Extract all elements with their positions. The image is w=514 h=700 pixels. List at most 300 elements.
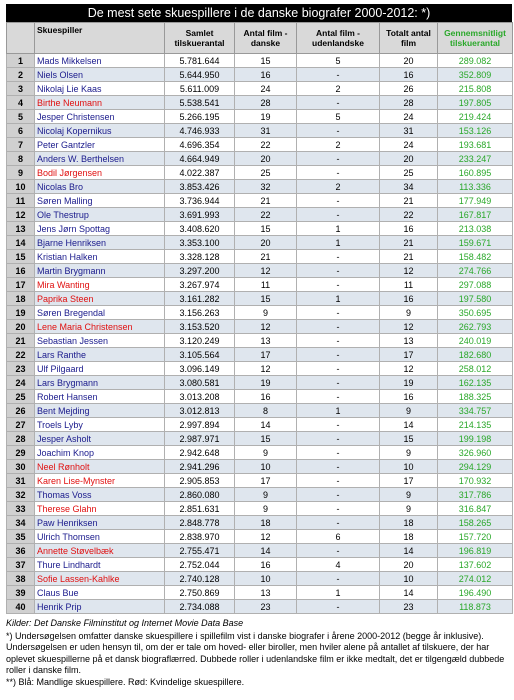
foreign-films-cell: 1 <box>297 586 380 600</box>
danish-films-cell: 15 <box>235 54 297 68</box>
total-films-cell: 12 <box>380 264 438 278</box>
table-row <box>7 600 513 614</box>
rank-cell: 39 <box>7 586 35 600</box>
average-audience-cell: 153.126 <box>438 124 513 138</box>
table-row <box>7 320 513 334</box>
actor-name-cell: Ulrich Thomsen <box>35 530 165 544</box>
total-audience-cell: 4.664.949 <box>165 152 235 166</box>
rank-cell: 38 <box>7 572 35 586</box>
danish-films-cell: 9 <box>235 502 297 516</box>
table-row <box>7 82 513 96</box>
danish-films-cell: 21 <box>235 250 297 264</box>
total-films-cell: 22 <box>380 208 438 222</box>
rank-cell: 35 <box>7 530 35 544</box>
method-note: *) Undersøgelsen omfatter danske skuespillere i spillefilm vist i danske biografer i årene 2000-2012 (begge år inklusive). Undersøgelsen er uden hensyn til, om der er tale om hoved- eller biroller, men hviler alene på antallet af tilskuere, der har oplevet skuespillerne på et dansk biograflærred. Dubbede roller i udenlandske film er ikke medtalt, det er tilgengæld dubbede roller i danske film. <box>6 630 505 675</box>
foreign-films-cell: - <box>297 544 380 558</box>
rank-cell: 36 <box>7 544 35 558</box>
total-audience-cell: 5.644.950 <box>165 68 235 82</box>
total-films-cell: 12 <box>380 362 438 376</box>
danish-films-cell: 19 <box>235 110 297 124</box>
average-audience-cell: 170.932 <box>438 474 513 488</box>
table-row <box>7 124 513 138</box>
rank-cell: 4 <box>7 96 35 110</box>
actor-name-cell: Neel Rønholt <box>35 460 165 474</box>
table-row <box>7 446 513 460</box>
danish-films-cell: 16 <box>235 390 297 404</box>
total-audience-cell: 3.353.100 <box>165 236 235 250</box>
table-row <box>7 516 513 530</box>
danish-films-cell: 10 <box>235 460 297 474</box>
foreign-films-cell: - <box>297 600 380 614</box>
average-audience-cell: 182.680 <box>438 348 513 362</box>
rank-cell: 28 <box>7 432 35 446</box>
danish-films-cell: 32 <box>235 180 297 194</box>
table-row <box>7 432 513 446</box>
total-films-cell: 16 <box>380 292 438 306</box>
total-audience-cell: 2.860.080 <box>165 488 235 502</box>
actor-name-cell: Nicolaj Kopernikus <box>35 124 165 138</box>
foreign-films-cell: 2 <box>297 82 380 96</box>
average-audience-cell: 262.793 <box>438 320 513 334</box>
actor-name-cell: Claus Bue <box>35 586 165 600</box>
table-row <box>7 208 513 222</box>
average-audience-cell: 177.949 <box>438 194 513 208</box>
total-films-cell: 17 <box>380 348 438 362</box>
danish-films-cell: 13 <box>235 334 297 348</box>
rank-cell: 8 <box>7 152 35 166</box>
rank-cell: 1 <box>7 54 35 68</box>
rank-cell: 40 <box>7 600 35 614</box>
table-row <box>7 362 513 376</box>
rank-cell: 26 <box>7 404 35 418</box>
actor-name-cell: Jesper Asholt <box>35 432 165 446</box>
table-row <box>7 390 513 404</box>
foreign-films-cell: 2 <box>297 180 380 194</box>
total-films-cell: 34 <box>380 180 438 194</box>
source-note: Kilder: Det Danske Filminstitut og Internet Movie Data Base <box>6 618 244 628</box>
header-rank <box>7 23 35 54</box>
actor-name-cell: Lars Ranthe <box>35 348 165 362</box>
header-danish: Antal film - danske <box>235 23 297 54</box>
total-audience-cell: 3.691.993 <box>165 208 235 222</box>
danish-films-cell: 19 <box>235 376 297 390</box>
total-audience-cell: 4.696.354 <box>165 138 235 152</box>
total-films-cell: 14 <box>380 418 438 432</box>
average-audience-cell: 118.873 <box>438 600 513 614</box>
danish-films-cell: 10 <box>235 572 297 586</box>
average-audience-cell: 159.671 <box>438 236 513 250</box>
foreign-films-cell: - <box>297 278 380 292</box>
average-audience-cell: 197.580 <box>438 292 513 306</box>
foreign-films-cell: 6 <box>297 530 380 544</box>
danish-films-cell: 17 <box>235 474 297 488</box>
total-films-cell: 9 <box>380 404 438 418</box>
table-row <box>7 460 513 474</box>
foreign-films-cell: - <box>297 334 380 348</box>
average-audience-cell: 258.012 <box>438 362 513 376</box>
foreign-films-cell: - <box>297 208 380 222</box>
rank-cell: 25 <box>7 390 35 404</box>
total-films-cell: 12 <box>380 320 438 334</box>
total-audience-cell: 2.838.970 <box>165 530 235 544</box>
foreign-films-cell: - <box>297 264 380 278</box>
rank-cell: 31 <box>7 474 35 488</box>
average-audience-cell: 289.082 <box>438 54 513 68</box>
header-total: Samlet tilskuerantal <box>165 23 235 54</box>
average-audience-cell: 219.424 <box>438 110 513 124</box>
average-audience-cell: 316.847 <box>438 502 513 516</box>
total-films-cell: 19 <box>380 376 438 390</box>
total-films-cell: 16 <box>380 222 438 236</box>
total-films-cell: 21 <box>380 250 438 264</box>
rank-cell: 7 <box>7 138 35 152</box>
total-films-cell: 23 <box>380 600 438 614</box>
total-films-cell: 21 <box>380 194 438 208</box>
total-audience-cell: 3.161.282 <box>165 292 235 306</box>
average-audience-cell: 233.247 <box>438 152 513 166</box>
rank-cell: 32 <box>7 488 35 502</box>
table-row <box>7 264 513 278</box>
actor-name-cell: Anders W. Berthelsen <box>35 152 165 166</box>
average-audience-cell: 158.482 <box>438 250 513 264</box>
table-row <box>7 278 513 292</box>
actor-name-cell: Birthe Neumann <box>35 96 165 110</box>
total-films-cell: 18 <box>380 530 438 544</box>
rank-cell: 20 <box>7 320 35 334</box>
danish-films-cell: 23 <box>235 600 297 614</box>
average-audience-cell: 162.135 <box>438 376 513 390</box>
average-audience-cell: 274.766 <box>438 264 513 278</box>
table-row <box>7 348 513 362</box>
average-audience-cell: 274.012 <box>438 572 513 586</box>
total-films-cell: 28 <box>380 96 438 110</box>
rank-cell: 12 <box>7 208 35 222</box>
table-row <box>7 180 513 194</box>
header-name: Skuespiller <box>35 23 165 54</box>
total-audience-cell: 2.997.894 <box>165 418 235 432</box>
actor-name-cell: Peter Gantzler <box>35 138 165 152</box>
foreign-films-cell: - <box>297 446 380 460</box>
actor-name-cell: Lene Maria Christensen <box>35 320 165 334</box>
total-audience-cell: 2.848.778 <box>165 516 235 530</box>
table-row <box>7 572 513 586</box>
average-audience-cell: 214.135 <box>438 418 513 432</box>
danish-films-cell: 21 <box>235 194 297 208</box>
average-audience-cell: 240.019 <box>438 334 513 348</box>
rank-cell: 24 <box>7 376 35 390</box>
total-audience-cell: 4.022.387 <box>165 166 235 180</box>
rank-cell: 2 <box>7 68 35 82</box>
total-films-cell: 11 <box>380 278 438 292</box>
average-audience-cell: 160.895 <box>438 166 513 180</box>
table-row <box>7 502 513 516</box>
total-films-cell: 16 <box>380 68 438 82</box>
table-row <box>7 250 513 264</box>
table-row <box>7 376 513 390</box>
total-audience-cell: 2.851.631 <box>165 502 235 516</box>
rank-cell: 3 <box>7 82 35 96</box>
average-audience-cell: 196.490 <box>438 586 513 600</box>
actor-name-cell: Martin Brygmann <box>35 264 165 278</box>
foreign-films-cell: - <box>297 432 380 446</box>
table-row <box>7 530 513 544</box>
actor-name-cell: Robert Hansen <box>35 390 165 404</box>
danish-films-cell: 20 <box>235 152 297 166</box>
danish-films-cell: 18 <box>235 516 297 530</box>
color-legend-note: **) Blå: Mandlige skuespillere. Rød: Kvindelige skuespillere. <box>6 676 245 687</box>
rank-cell: 15 <box>7 250 35 264</box>
total-films-cell: 14 <box>380 586 438 600</box>
foreign-films-cell: - <box>297 572 380 586</box>
rank-cell: 18 <box>7 292 35 306</box>
total-films-cell: 16 <box>380 390 438 404</box>
actor-name-cell: Ole Thestrup <box>35 208 165 222</box>
total-audience-cell: 3.736.944 <box>165 194 235 208</box>
average-audience-cell: 215.808 <box>438 82 513 96</box>
total-audience-cell: 3.408.620 <box>165 222 235 236</box>
rank-cell: 34 <box>7 516 35 530</box>
total-audience-cell: 2.750.869 <box>165 586 235 600</box>
total-films-cell: 21 <box>380 236 438 250</box>
total-audience-cell: 5.538.541 <box>165 96 235 110</box>
actor-name-cell: Joachim Knop <box>35 446 165 460</box>
total-audience-cell: 3.120.249 <box>165 334 235 348</box>
foreign-films-cell: 1 <box>297 222 380 236</box>
average-audience-cell: 199.198 <box>438 432 513 446</box>
rank-cell: 14 <box>7 236 35 250</box>
table-row <box>7 404 513 418</box>
actor-name-cell: Paw Henriksen <box>35 516 165 530</box>
table-row <box>7 558 513 572</box>
table-row <box>7 166 513 180</box>
total-audience-cell: 5.781.644 <box>165 54 235 68</box>
total-films-cell: 10 <box>380 572 438 586</box>
actor-name-cell: Lars Brygmann <box>35 376 165 390</box>
total-audience-cell: 2.740.128 <box>165 572 235 586</box>
foreign-films-cell: - <box>297 418 380 432</box>
total-audience-cell: 2.942.648 <box>165 446 235 460</box>
total-audience-cell: 3.105.564 <box>165 348 235 362</box>
danish-films-cell: 11 <box>235 278 297 292</box>
danish-films-cell: 9 <box>235 306 297 320</box>
total-audience-cell: 3.096.149 <box>165 362 235 376</box>
table-row <box>7 194 513 208</box>
total-films-cell: 15 <box>380 432 438 446</box>
table-row <box>7 54 513 68</box>
table-row <box>7 306 513 320</box>
rank-cell: 21 <box>7 334 35 348</box>
total-audience-cell: 3.297.200 <box>165 264 235 278</box>
total-films-cell: 31 <box>380 124 438 138</box>
actor-name-cell: Søren Malling <box>35 194 165 208</box>
total-audience-cell: 3.012.813 <box>165 404 235 418</box>
danish-films-cell: 31 <box>235 124 297 138</box>
danish-films-cell: 13 <box>235 586 297 600</box>
foreign-films-cell: - <box>297 250 380 264</box>
danish-films-cell: 22 <box>235 138 297 152</box>
danish-films-cell: 15 <box>235 292 297 306</box>
total-audience-cell: 3.328.128 <box>165 250 235 264</box>
total-films-cell: 14 <box>380 544 438 558</box>
actor-name-cell: Bent Mejding <box>35 404 165 418</box>
actor-name-cell: Thure Lindhardt <box>35 558 165 572</box>
foreign-films-cell: 5 <box>297 54 380 68</box>
foreign-films-cell: - <box>297 124 380 138</box>
danish-films-cell: 12 <box>235 264 297 278</box>
actor-name-cell: Søren Bregendal <box>35 306 165 320</box>
total-audience-cell: 3.013.208 <box>165 390 235 404</box>
total-audience-cell: 2.987.971 <box>165 432 235 446</box>
actor-name-cell: Nicolas Bro <box>35 180 165 194</box>
rank-cell: 33 <box>7 502 35 516</box>
foreign-films-cell: - <box>297 502 380 516</box>
actor-name-cell: Paprika Steen <box>35 292 165 306</box>
table-row <box>7 138 513 152</box>
danish-films-cell: 17 <box>235 348 297 362</box>
foreign-films-cell: - <box>297 474 380 488</box>
danish-films-cell: 16 <box>235 558 297 572</box>
foreign-films-cell: - <box>297 96 380 110</box>
actor-name-cell: Kristian Halken <box>35 250 165 264</box>
average-audience-cell: 193.681 <box>438 138 513 152</box>
average-audience-cell: 157.720 <box>438 530 513 544</box>
total-audience-cell: 2.752.044 <box>165 558 235 572</box>
foreign-films-cell: - <box>297 516 380 530</box>
danish-films-cell: 20 <box>235 236 297 250</box>
danish-films-cell: 22 <box>235 208 297 222</box>
average-audience-cell: 197.805 <box>438 96 513 110</box>
total-films-cell: 17 <box>380 474 438 488</box>
table-row <box>7 334 513 348</box>
table-row <box>7 418 513 432</box>
table-row <box>7 68 513 82</box>
rank-cell: 23 <box>7 362 35 376</box>
actor-name-cell: Sofie Lassen-Kahlke <box>35 572 165 586</box>
rank-cell: 37 <box>7 558 35 572</box>
rank-cell: 5 <box>7 110 35 124</box>
actor-name-cell: Jesper Christensen <box>35 110 165 124</box>
total-films-cell: 26 <box>380 82 438 96</box>
danish-films-cell: 15 <box>235 222 297 236</box>
actor-name-cell: Ulf Pilgaard <box>35 362 165 376</box>
table-row <box>7 222 513 236</box>
average-audience-cell: 326.960 <box>438 446 513 460</box>
danish-films-cell: 14 <box>235 544 297 558</box>
rank-cell: 13 <box>7 222 35 236</box>
table-row <box>7 292 513 306</box>
total-films-cell: 24 <box>380 110 438 124</box>
average-audience-cell: 158.265 <box>438 516 513 530</box>
actor-name-cell: Troels Lyby <box>35 418 165 432</box>
foreign-films-cell: - <box>297 306 380 320</box>
foreign-films-cell: 1 <box>297 236 380 250</box>
total-films-cell: 20 <box>380 152 438 166</box>
average-audience-cell: 213.038 <box>438 222 513 236</box>
rank-cell: 29 <box>7 446 35 460</box>
table-row <box>7 474 513 488</box>
total-films-cell: 9 <box>380 306 438 320</box>
actor-name-cell: Thomas Voss <box>35 488 165 502</box>
footnotes <box>6 618 510 688</box>
actor-name-cell: Niels Olsen <box>35 68 165 82</box>
total-films-cell: 25 <box>380 166 438 180</box>
total-audience-cell: 2.755.471 <box>165 544 235 558</box>
total-films-cell: 18 <box>380 516 438 530</box>
rank-cell: 10 <box>7 180 35 194</box>
danish-films-cell: 14 <box>235 418 297 432</box>
danish-films-cell: 12 <box>235 320 297 334</box>
foreign-films-cell: - <box>297 362 380 376</box>
table-row <box>7 236 513 250</box>
foreign-films-cell: - <box>297 390 380 404</box>
foreign-films-cell: - <box>297 194 380 208</box>
header-foreign: Antal film - udenlandske <box>297 23 380 54</box>
total-audience-cell: 3.080.581 <box>165 376 235 390</box>
foreign-films-cell: - <box>297 348 380 362</box>
rank-cell: 9 <box>7 166 35 180</box>
total-films-cell: 9 <box>380 488 438 502</box>
table-row <box>7 152 513 166</box>
total-films-cell: 20 <box>380 558 438 572</box>
table-row <box>7 488 513 502</box>
average-audience-cell: 350.695 <box>438 306 513 320</box>
average-audience-cell: 294.129 <box>438 460 513 474</box>
total-audience-cell: 3.156.263 <box>165 306 235 320</box>
actor-name-cell: Karen Lise-Mynster <box>35 474 165 488</box>
actor-name-cell: Sebastian Jessen <box>35 334 165 348</box>
average-audience-cell: 317.786 <box>438 488 513 502</box>
rank-cell: 11 <box>7 194 35 208</box>
total-films-cell: 13 <box>380 334 438 348</box>
total-audience-cell: 5.266.195 <box>165 110 235 124</box>
foreign-films-cell: - <box>297 376 380 390</box>
foreign-films-cell: 4 <box>297 558 380 572</box>
danish-films-cell: 8 <box>235 404 297 418</box>
total-films-cell: 24 <box>380 138 438 152</box>
danish-films-cell: 9 <box>235 488 297 502</box>
danish-films-cell: 12 <box>235 530 297 544</box>
average-audience-cell: 137.602 <box>438 558 513 572</box>
actor-name-cell: Bodil Jørgensen <box>35 166 165 180</box>
foreign-films-cell: 1 <box>297 292 380 306</box>
actor-name-cell: Annette Støvelbæk <box>35 544 165 558</box>
total-audience-cell: 2.941.296 <box>165 460 235 474</box>
total-audience-cell: 4.746.933 <box>165 124 235 138</box>
table-row <box>7 544 513 558</box>
total-audience-cell: 2.734.088 <box>165 600 235 614</box>
average-audience-cell: 167.817 <box>438 208 513 222</box>
danish-films-cell: 28 <box>235 96 297 110</box>
table-row <box>7 586 513 600</box>
total-films-cell: 9 <box>380 446 438 460</box>
foreign-films-cell: 1 <box>297 404 380 418</box>
rank-cell: 17 <box>7 278 35 292</box>
rank-cell: 30 <box>7 460 35 474</box>
actor-name-cell: Bjarne Henriksen <box>35 236 165 250</box>
average-audience-cell: 196.819 <box>438 544 513 558</box>
foreign-films-cell: - <box>297 460 380 474</box>
table-row <box>7 96 513 110</box>
total-audience-cell: 5.611.009 <box>165 82 235 96</box>
total-films-cell: 9 <box>380 502 438 516</box>
rank-cell: 27 <box>7 418 35 432</box>
total-audience-cell: 3.853.426 <box>165 180 235 194</box>
total-films-cell: 10 <box>380 460 438 474</box>
table-body <box>7 54 513 614</box>
danish-films-cell: 24 <box>235 82 297 96</box>
actor-name-cell: Nikolaj Lie Kaas <box>35 82 165 96</box>
danish-films-cell: 16 <box>235 68 297 82</box>
